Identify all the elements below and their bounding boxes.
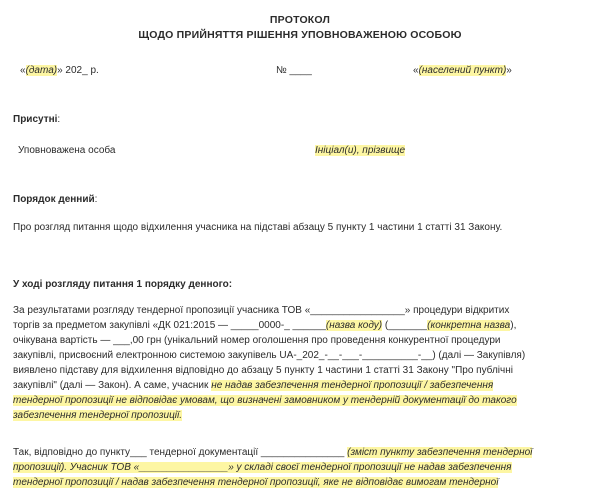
code-name-placeholder: (назва коду) <box>325 320 383 331</box>
p2-line-2-text: пропозиції). Учасник ТОВ «________________» <box>13 462 237 473</box>
p1-line-4: закупівлі, присвоєний електронною системою закупівель UA-_202_-__-___-__________-__) (далі — Закупівля) <box>13 350 526 361</box>
discussion-paragraph-1 <box>13 303 588 423</box>
present-name <box>315 143 405 158</box>
p2-line-1-text: Так, відповідно до пункту___ тендерної документації _______________ <box>13 447 348 458</box>
p2-line-3 <box>13 475 588 490</box>
p2-reason-placeholder: у складі своєї тендерної пропозиції не надав забезпечення <box>236 462 512 473</box>
specific-name-placeholder: (конкретна назва <box>427 320 511 331</box>
p1-line-2-end: ), <box>510 320 517 331</box>
place-quote-open: « <box>413 65 419 76</box>
p1-line-2-mid: (_______ <box>382 320 428 331</box>
p1-line-2-text: торгів за предметом закупівлі «ДК 021:2015 — _____0000-_ ______ <box>13 320 326 331</box>
p1-line-5: виявлено підставу для відхилення відповідно до абзацу 5 пункту 1 частини 1 статті 31 Закону "Про публічні <box>13 365 513 376</box>
p2-line-1 <box>13 445 588 460</box>
date-placeholder: (дата) <box>25 65 58 76</box>
discussion-paragraph-2 <box>13 445 588 490</box>
date-quote-open: « <box>20 65 26 76</box>
date-line <box>20 63 99 78</box>
agenda-heading-colon: : <box>94 194 98 205</box>
document-title: ПРОТОКОЛ <box>269 14 331 26</box>
p1-line-6-text: закупівлі" (далі — Закон). А саме, учасник <box>13 380 212 391</box>
protocol-number: № ____ <box>276 65 312 76</box>
p2-line-2 <box>13 460 588 475</box>
p1-line-1: За результатами розгляду тендерної пропозиції учасника ТОВ «_________________» процедури відкритих <box>13 305 510 316</box>
p1-line-7 <box>13 393 588 408</box>
present-heading-text: Присутні <box>13 114 58 125</box>
p1-line-3: очікувана вартість — ___,00 грн (унікальний номер оголошення про проведення конкурентної процедури <box>13 335 501 346</box>
reason-placeholder: не надав забезпечення тендерної пропозиції / забезпечення <box>211 380 494 391</box>
p1-line-8 <box>13 408 588 423</box>
reason-placeholder-cont: тендерної пропозиції не відповідає умовам, що визначені замовником у тендерній документації до такого <box>13 395 517 406</box>
p1-line-6 <box>13 378 588 393</box>
reason-placeholder-end: забезпечення тендерної пропозиції. <box>13 410 183 421</box>
p1-line-2 <box>13 318 588 333</box>
clause-content-placeholder: (зміст пункту забезпечення тендерної <box>347 447 533 458</box>
place-quote-close: » <box>506 65 512 76</box>
document-subtitle: ЩОДО ПРИЙНЯТТЯ РІШЕННЯ УПОВНОВАЖЕНОЮ ОСОБОЮ <box>138 29 462 41</box>
agenda-heading <box>13 192 97 207</box>
name-placeholder: Ініціал(и), прізвище <box>315 145 406 156</box>
date-year: » 202_ р. <box>57 65 99 76</box>
place-placeholder: (населений пункт) <box>418 65 507 76</box>
place-line <box>413 63 512 78</box>
p2-reason-placeholder-cont: тендерної пропозиції / надав забезпечення тендерної пропозиції, яке не відповідає вимогам тендерної <box>13 477 499 488</box>
agenda-heading-text: Порядок денний <box>13 194 95 205</box>
present-heading-colon: : <box>57 114 61 125</box>
agenda-text: Про розгляд питання щодо відхилення учасника на підставі абзацу 5 пункту 1 частини 1 статті 31 Закону. <box>13 222 503 233</box>
present-heading <box>13 112 60 127</box>
present-role: Уповноважена особа <box>18 145 116 156</box>
discussion-heading: У ході розгляду питання 1 порядку денного: <box>13 279 233 290</box>
